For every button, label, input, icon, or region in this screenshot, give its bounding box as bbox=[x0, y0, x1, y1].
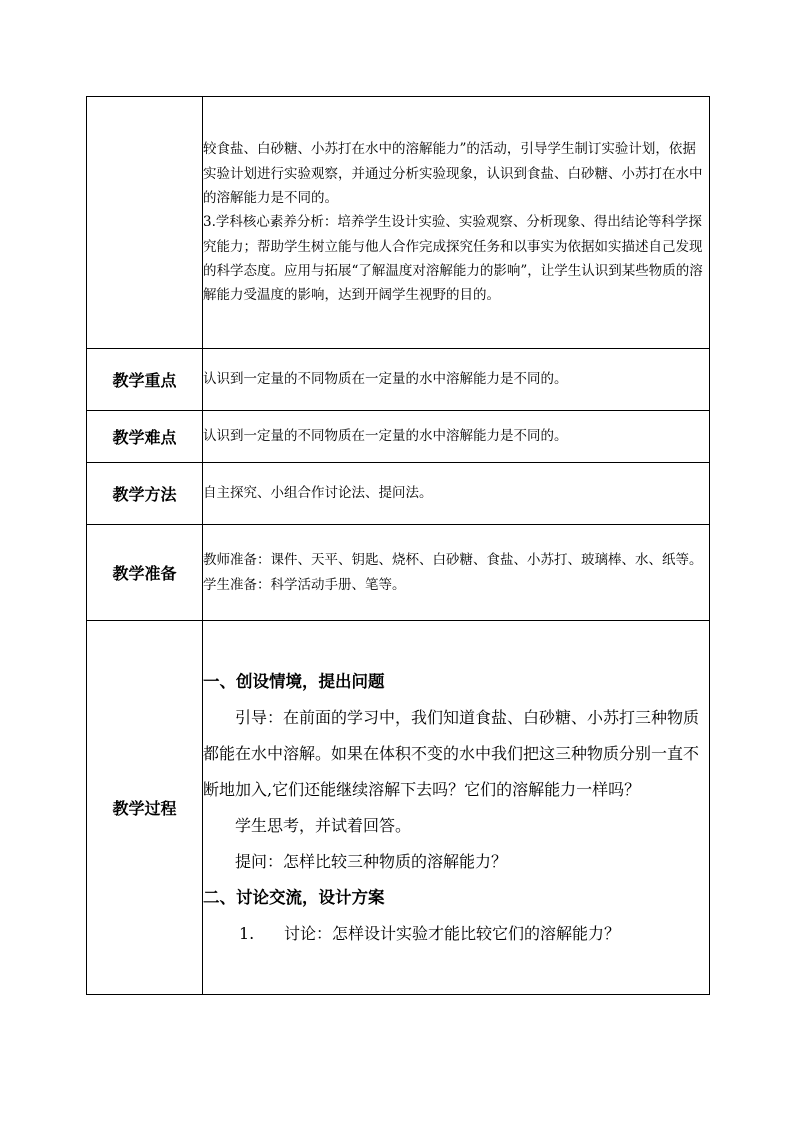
table-row bbox=[87, 97, 710, 349]
question-paragraph: 提问：怎样比较三种物质的溶解能力？ bbox=[235, 851, 508, 871]
objectives-paragraph-1: 较食盐、白砂糖、小苏打在水中的溶解能力”的活动，引导学生制订实验计划，依据实验计划进行实验观察，并通过分析实验现象，认识到食盐、白砂糖、小苏打在水中的溶解能力是不同的。 bbox=[203, 141, 703, 207]
objectives-continued-cell bbox=[203, 97, 710, 349]
table-row bbox=[87, 525, 710, 621]
student-think-paragraph: 学生思考，并试着回答。 bbox=[235, 815, 412, 835]
table-row bbox=[87, 463, 710, 525]
objectives-paragraph-2: 3.学科核心素养分析：培养学生设计实验、实验观察、分析现象、得出结论等科学探究能力；帮助学生树立能与他人合作完成探究任务和以事实为依据如实描述自己发现的科学态度。应用与拓展“了解温度对溶解能力的影响”，让学生认识到某些物质的溶解能力受温度的影响，达到开阔学生视野的目的。 bbox=[203, 214, 703, 304]
lesson-plan-table bbox=[86, 96, 710, 995]
guide-paragraph: 引导：在前面的学习中，我们知道食盐、白砂糖、小苏打三种物质都能在水中溶解。如果在体积不变的水中我们把这三种物质分别一直不断地加入,它们还能继续溶解下去吗？它们的溶解能力一样吗？ bbox=[203, 707, 700, 799]
table-row bbox=[87, 621, 710, 995]
methods-text: 自主探究、小组合作讨论法、提问法。 bbox=[203, 463, 710, 525]
list-item-number: 1. bbox=[239, 923, 255, 943]
student-preparation: 学生准备：科学活动手册、笔等。 bbox=[203, 576, 406, 593]
teacher-preparation: 教师准备：课件、天平、钥匙、烧杯、白砂糖、食盐、小苏打、玻璃棒、水、纸等。 bbox=[203, 552, 703, 569]
key-points-text: 认识到一定量的不同物质在一定量的水中溶解能力是不同的。 bbox=[203, 349, 710, 411]
difficulties-text: 认识到一定量的不同物质在一定量的水中溶解能力是不同的。 bbox=[203, 411, 710, 463]
process-label: 教学过程 bbox=[87, 621, 203, 995]
key-points-label: 教学重点 bbox=[87, 349, 203, 411]
table-row bbox=[87, 349, 710, 411]
section-2-heading: 二、讨论交流，设计方案 bbox=[203, 887, 385, 907]
methods-label: 教学方法 bbox=[87, 463, 203, 525]
empty-label-cell bbox=[87, 97, 203, 349]
preparation-label: 教学准备 bbox=[87, 525, 203, 621]
list-item bbox=[203, 916, 709, 952]
difficulties-label: 教学难点 bbox=[87, 411, 203, 463]
preparation-cell bbox=[203, 525, 710, 621]
table-row bbox=[87, 411, 710, 463]
section-1-heading: 一、创设情境，提出问题 bbox=[203, 671, 385, 691]
list-item-text: 讨论：怎样设计实验才能比较它们的溶解能力？ bbox=[284, 923, 621, 943]
process-cell bbox=[203, 621, 710, 995]
